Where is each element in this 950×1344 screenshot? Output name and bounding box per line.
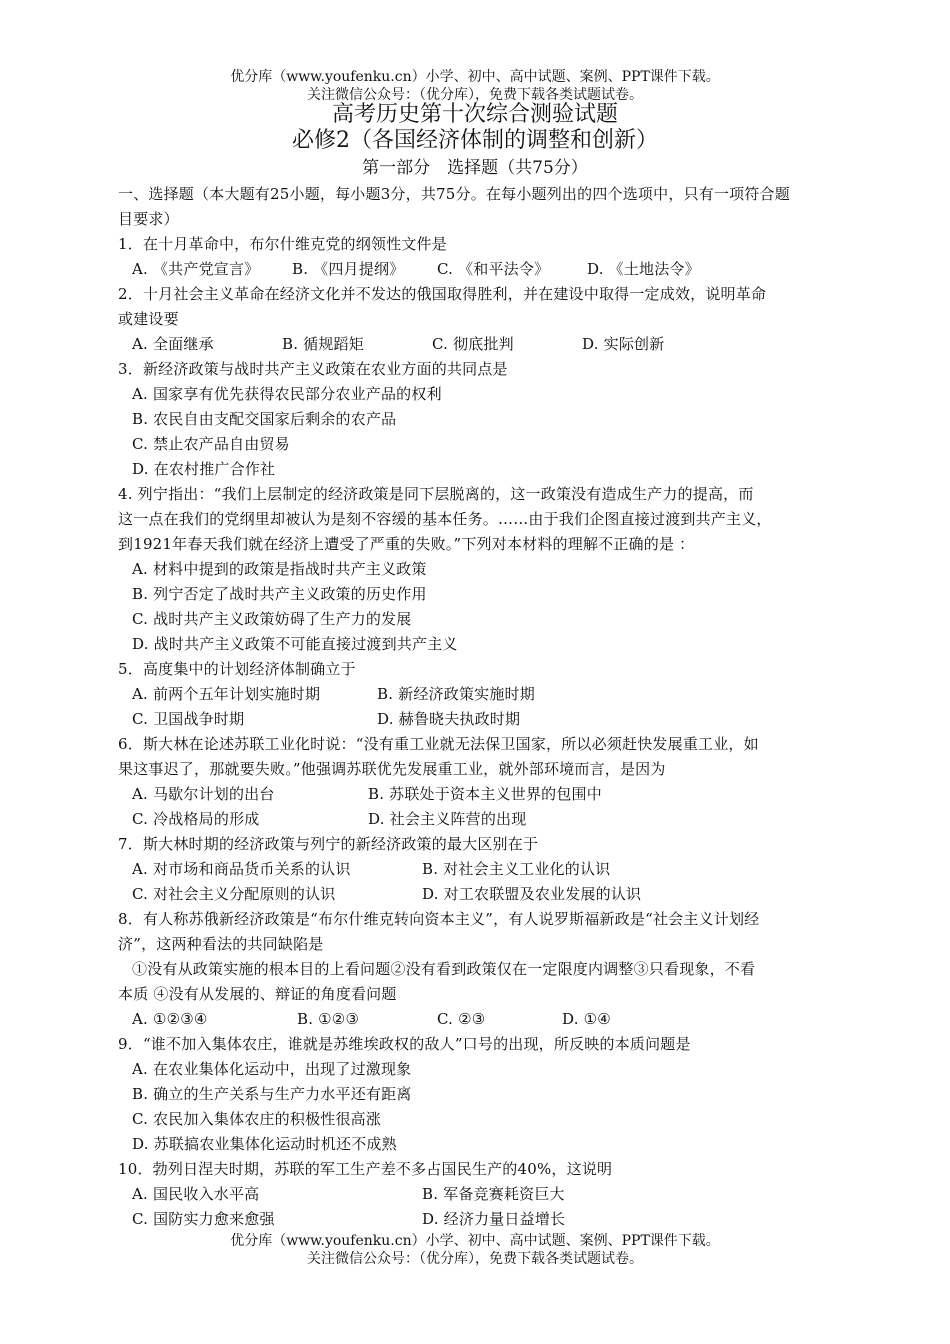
option-a: A. 全面继承 xyxy=(132,335,214,353)
option-c: C. 冷战格局的形成 xyxy=(132,810,260,828)
question-5-options xyxy=(118,682,838,707)
question-8-options xyxy=(118,1007,838,1032)
option-c: C. 《和平法令》 xyxy=(437,260,550,278)
option-a: A. 材料中提到的政策是指战时共产主义政策 xyxy=(132,560,427,578)
exam-title: 高考历史第十次综合测验试题 xyxy=(331,102,618,127)
option-a: A. 国家享有优先获得农民部分农业产品的权利 xyxy=(132,385,442,403)
footer-line-1: 优分库（www.youfenku.cn）小学、初中、高中试题、案例、PPT课件下载。 xyxy=(230,1233,720,1249)
option-c: C. 农民加入集体农庄的积极性很高涨 xyxy=(132,1110,382,1128)
option-b: B. 新经济政策实施时期 xyxy=(377,685,535,703)
option-d: D. 苏联搞农业集体化运动时机还不成熟 xyxy=(132,1135,397,1153)
option-a: A. 对市场和商品货币关系的认识 xyxy=(132,860,351,878)
option-b: B. 苏联处于资本主义世界的包围中 xyxy=(368,785,602,803)
question-9-stem: 9．“谁不加入集体农庄，谁就是苏维埃政权的敌人”口号的出现，所反映的本质问题是 xyxy=(118,1035,691,1053)
option-c: C. 彻底批判 xyxy=(432,335,514,353)
instruction-line: 一、选择题（本大题有25小题，每小题3分，共75分。在每小题列出的四个选项中，只有一项符合题 xyxy=(118,185,790,203)
question-5-stem: 5．高度集中的计划经济体制确立于 xyxy=(118,660,356,678)
question-6-options xyxy=(118,807,838,832)
option-b: B. ①②③ xyxy=(297,1010,360,1028)
option-a: A. 前两个五年计划实施时期 xyxy=(132,685,321,703)
option-b: B. 军备竞赛耗资巨大 xyxy=(422,1185,565,1203)
option-c: C. 禁止农产品自由贸易 xyxy=(132,435,290,453)
option-b: B. 列宁否定了战时共产主义政策的历史作用 xyxy=(132,585,427,603)
question-2-stem: 或建设要 xyxy=(118,310,179,328)
question-8-stem: 本质 ④没有从发展的、辩证的角度看问题 xyxy=(118,985,397,1003)
footer-line-2: 关注微信公众号：（优分库），免费下载各类试题试卷。 xyxy=(307,1251,643,1267)
option-d: D. ①④ xyxy=(562,1010,611,1028)
option-b: B. 农民自由支配交国家后剩余的农产品 xyxy=(132,410,397,428)
option-d: D. 《土地法令》 xyxy=(587,260,700,278)
option-a: A. 《共产党宣言》 xyxy=(132,260,260,278)
question-7-options xyxy=(118,857,838,882)
question-3-stem: 3．新经济政策与战时共产主义政策在农业方面的共同点是 xyxy=(118,360,508,378)
option-d: D. 战时共产主义政策不可能直接过渡到共产主义 xyxy=(132,635,458,653)
header-line-1: 优分库（www.youfenku.cn）小学、初中、高中试题、案例、PPT课件下载。 xyxy=(230,69,720,85)
option-b: B. 循规蹈矩 xyxy=(282,335,364,353)
header-line-2: 关注微信公众号：（优分库），免费下载各类试题试卷。 xyxy=(307,87,643,103)
question-7-stem: 7．斯大林时期的经济政策与列宁的新经济政策的最大区别在于 xyxy=(118,835,539,853)
option-d: D. 实际创新 xyxy=(582,335,665,353)
question-6-stem: 6．斯大林在论述苏联工业化时说：“没有重工业就无法保卫国家，所以必须赶快发展重工业，如 xyxy=(118,735,759,753)
option-d: D. 赫鲁晓夫执政时期 xyxy=(377,710,521,728)
question-1-stem: 1．在十月革命中，布尔什维克党的纲领性文件是 xyxy=(118,235,447,253)
question-4-stem: 到1921年春天我们就在经济上遭受了严重的失败。”下列对本材料的理解不正确的是 ： xyxy=(118,535,695,553)
option-d: D. 在农村推广合作社 xyxy=(132,460,276,478)
option-a: A. 在农业集体化运动中，出现了过激现象 xyxy=(132,1060,412,1078)
question-10-options xyxy=(118,1207,838,1232)
question-2-stem: 2．十月社会主义革命在经济文化并不发达的俄国取得胜利，并在建设中取得一定成效，说明革命 xyxy=(118,285,767,303)
exam-subtitle: 必修2（各国经济体制的调整和创新） xyxy=(292,128,658,153)
option-d: D. 经济力量日益增长 xyxy=(422,1210,566,1228)
option-c: C. ②③ xyxy=(437,1010,486,1028)
question-1-options xyxy=(118,257,838,282)
option-a: A. 国民收入水平高 xyxy=(132,1185,260,1203)
option-c: C. 卫国战争时期 xyxy=(132,710,245,728)
instruction-line: 目要求） xyxy=(118,210,179,228)
question-7-options xyxy=(118,882,838,907)
question-6-stem: 果这事迟了，那就要失败。”他强调苏联优先发展重工业，就外部环境而言，是因为 xyxy=(118,760,666,778)
option-a: A. ①②③④ xyxy=(132,1010,208,1028)
question-8-stem: ①没有从政策实施的根本目的上看问题②没有看到政策仅在一定限度内调整③只看现象，不看 xyxy=(132,960,756,978)
option-d: D. 社会主义阵营的出现 xyxy=(368,810,527,828)
option-a: A. 马歇尔计划的出台 xyxy=(132,785,275,803)
question-4-stem: 4. 列宁指出：“我们上层制定的经济政策是同下层脱离的，这一政策没有造成生产力的提高，而 xyxy=(118,485,754,503)
question-6-options xyxy=(118,782,838,807)
question-8-stem: 8．有人称苏俄新经济政策是“布尔什维克转向资本主义”，有人说罗斯福新政是“社会主义计划经 xyxy=(118,910,760,928)
option-c: C. 国防实力愈来愈强 xyxy=(132,1210,275,1228)
question-4-stem: 这一点在我们的党纲里却被认为是刻不容缓的基本任务。……由于我们企图直接过渡到共产主义， xyxy=(118,510,772,528)
question-8-stem: 济”，这两种看法的共同缺陷是 xyxy=(118,935,324,953)
part-heading: 第一部分 选择题（共75分） xyxy=(362,158,588,178)
option-c: C. 对社会主义分配原则的认识 xyxy=(132,885,336,903)
option-d: D. 对工农联盟及农业发展的认识 xyxy=(422,885,642,903)
option-c: C. 战时共产主义政策妨碍了生产力的发展 xyxy=(132,610,412,628)
option-b: B. 确立的生产关系与生产力水平还有距离 xyxy=(132,1085,412,1103)
option-b: B. 对社会主义工业化的认识 xyxy=(422,860,611,878)
question-2-options xyxy=(118,332,838,357)
option-b: B. 《四月提纲》 xyxy=(292,260,405,278)
question-10-stem: 10．勃列日涅夫时期，苏联的军工生产差不多占国民生产的40%，这说明 xyxy=(118,1160,613,1178)
question-body xyxy=(118,182,838,1232)
question-10-options xyxy=(118,1182,838,1207)
question-5-options xyxy=(118,707,838,732)
